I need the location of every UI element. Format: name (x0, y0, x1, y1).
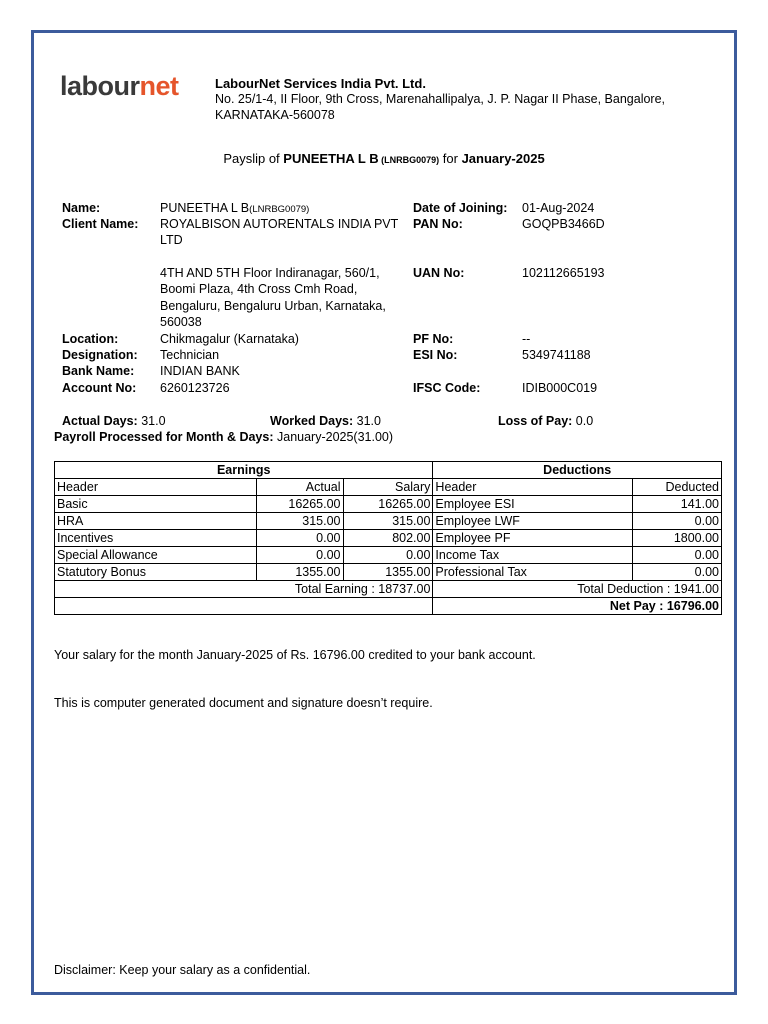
worked-days-value: 31.0 (353, 414, 381, 428)
earning-salary: 16265.00 (343, 496, 433, 513)
loss-of-pay-value: 0.0 (572, 414, 594, 428)
employee-name: PUNEETHA L B (160, 201, 250, 215)
table-row (55, 513, 722, 530)
actual-days-label: Actual Days: (62, 414, 138, 428)
worked-days-label: Worked Days: (270, 414, 354, 428)
bank-label: Bank Name: (62, 364, 135, 378)
earning-actual: 315.00 (256, 513, 343, 530)
name-value (160, 201, 309, 215)
table-row (55, 564, 722, 581)
deductions-header-col: Header (433, 479, 633, 496)
totals-row (55, 581, 722, 598)
title-period: January-2025 (461, 151, 545, 166)
salary-credit-note: Your salary for the month January-2025 of Rs. 16796.00 credited to your bank account. (54, 648, 536, 662)
table-row (55, 530, 722, 547)
disclaimer: Disclaimer: Keep your salary as a confidential. (54, 963, 311, 977)
earning-actual: 1355.00 (256, 564, 343, 581)
actual-days (62, 414, 166, 428)
payroll-processed-label: Payroll Processed for Month & Days: (54, 430, 274, 444)
company-address-line1: No. 25/1-4, II Floor, 9th Cross, Marenahallipalya, J. P. Nagar II Phase, Bangalore, (215, 92, 666, 106)
deducted-col: Deducted (633, 479, 722, 496)
designation-label: Designation: (62, 348, 138, 362)
account-value: 6260123726 (160, 381, 230, 395)
ifsc-label: IFSC Code: (413, 381, 481, 395)
uan-value: 102112665193 (522, 266, 605, 280)
deduction-name: Income Tax (433, 547, 633, 564)
title-middle: for (439, 151, 462, 166)
loss-of-pay-label: Loss of Pay: (498, 414, 573, 428)
deduction-name: Professional Tax (433, 564, 633, 581)
earning-actual: 0.00 (256, 547, 343, 564)
deduction-amount: 0.00 (633, 513, 722, 530)
title-employee: PUNEETHA L B (283, 151, 379, 166)
deduction-amount: 1800.00 (633, 530, 722, 547)
pan-label: PAN No: (413, 217, 463, 231)
deduction-name: Employee LWF (433, 513, 633, 530)
earning-name: Incentives (55, 530, 257, 547)
earnings-title: Earnings (55, 462, 433, 479)
table-column-header-row (55, 479, 722, 496)
net-pay: Net Pay : 16796.00 (433, 598, 722, 615)
ifsc-value: IDIB000C019 (522, 381, 598, 395)
client-address: 4TH AND 5TH Floor Indiranagar, 560/1, Boomi Plaza, 4th Cross Cmh Road, Bengaluru, Bengaluru Urban, Karnataka, 560038 (160, 266, 386, 329)
earning-salary: 315.00 (343, 513, 433, 530)
esi-value: 5349741188 (522, 348, 591, 362)
worked-days (270, 414, 381, 428)
earning-salary: 802.00 (343, 530, 433, 547)
deduction-amount: 141.00 (633, 496, 722, 513)
loss-of-pay (498, 414, 593, 428)
earning-name: HRA (55, 513, 257, 530)
deduction-amount: 0.00 (633, 564, 722, 581)
deduction-name: Employee ESI (433, 496, 633, 513)
deduction-name: Employee PF (433, 530, 633, 547)
uan-label: UAN No: (413, 266, 465, 280)
title-employee-code: (LNRBG0079) (378, 155, 440, 165)
pf-value: -- (522, 332, 531, 346)
total-earning: Total Earning : 18737.00 (55, 581, 433, 598)
earning-name: Special Allowance (55, 547, 257, 564)
name-label: Name: (62, 201, 101, 215)
earnings-deductions-table (54, 461, 722, 615)
actual-days-value: 31.0 (137, 414, 166, 428)
doj-value: 01-Aug-2024 (522, 201, 595, 215)
earning-actual: 16265.00 (256, 496, 343, 513)
table-section-header-row (55, 462, 722, 479)
logo-text-accent: net (139, 71, 179, 101)
payslip-title (0, 151, 768, 166)
table-row (55, 547, 722, 564)
salary-col: Salary (343, 479, 433, 496)
bank-value: INDIAN BANK (160, 364, 240, 378)
total-deduction: Total Deduction : 1941.00 (433, 581, 722, 598)
deduction-amount: 0.00 (633, 547, 722, 564)
net-pay-row (55, 598, 722, 615)
payroll-processed (54, 430, 393, 444)
earning-name: Basic (55, 496, 257, 513)
company-address-line2: KARNATAKA-560078 (215, 108, 335, 122)
title-prefix: Payslip of (223, 151, 284, 166)
earning-name: Statutory Bonus (55, 564, 257, 581)
table-row (55, 496, 722, 513)
doj-label: Date of Joining: (413, 201, 508, 215)
account-label: Account No: (62, 381, 137, 395)
deductions-title: Deductions (433, 462, 722, 479)
client-label: Client Name: (62, 217, 139, 231)
earnings-header-col: Header (55, 479, 257, 496)
client-value: ROYALBISON AUTORENTALS INDIA PVT LTD (160, 217, 399, 248)
computer-generated-note: This is computer generated document and signature doesn’t require. (54, 696, 433, 710)
payroll-processed-value: January-2025(31.00) (273, 430, 394, 444)
actual-col: Actual (256, 479, 343, 496)
logo-text-main: labour (60, 71, 140, 101)
company-logo (60, 71, 179, 102)
company-name: LabourNet Services India Pvt. Ltd. (215, 76, 426, 91)
pan-value: GOQPB3466D (522, 217, 605, 231)
designation-value: Technician (160, 348, 220, 362)
employee-code: (LNRBG0079) (249, 204, 310, 215)
earning-salary: 0.00 (343, 547, 433, 564)
earning-actual: 0.00 (256, 530, 343, 547)
earning-salary: 1355.00 (343, 564, 433, 581)
esi-label: ESI No: (413, 348, 458, 362)
pf-label: PF No: (413, 332, 454, 346)
net-pay-spacer (55, 598, 433, 615)
location-value: Chikmagalur (Karnataka) (160, 332, 299, 346)
location-label: Location: (62, 332, 119, 346)
